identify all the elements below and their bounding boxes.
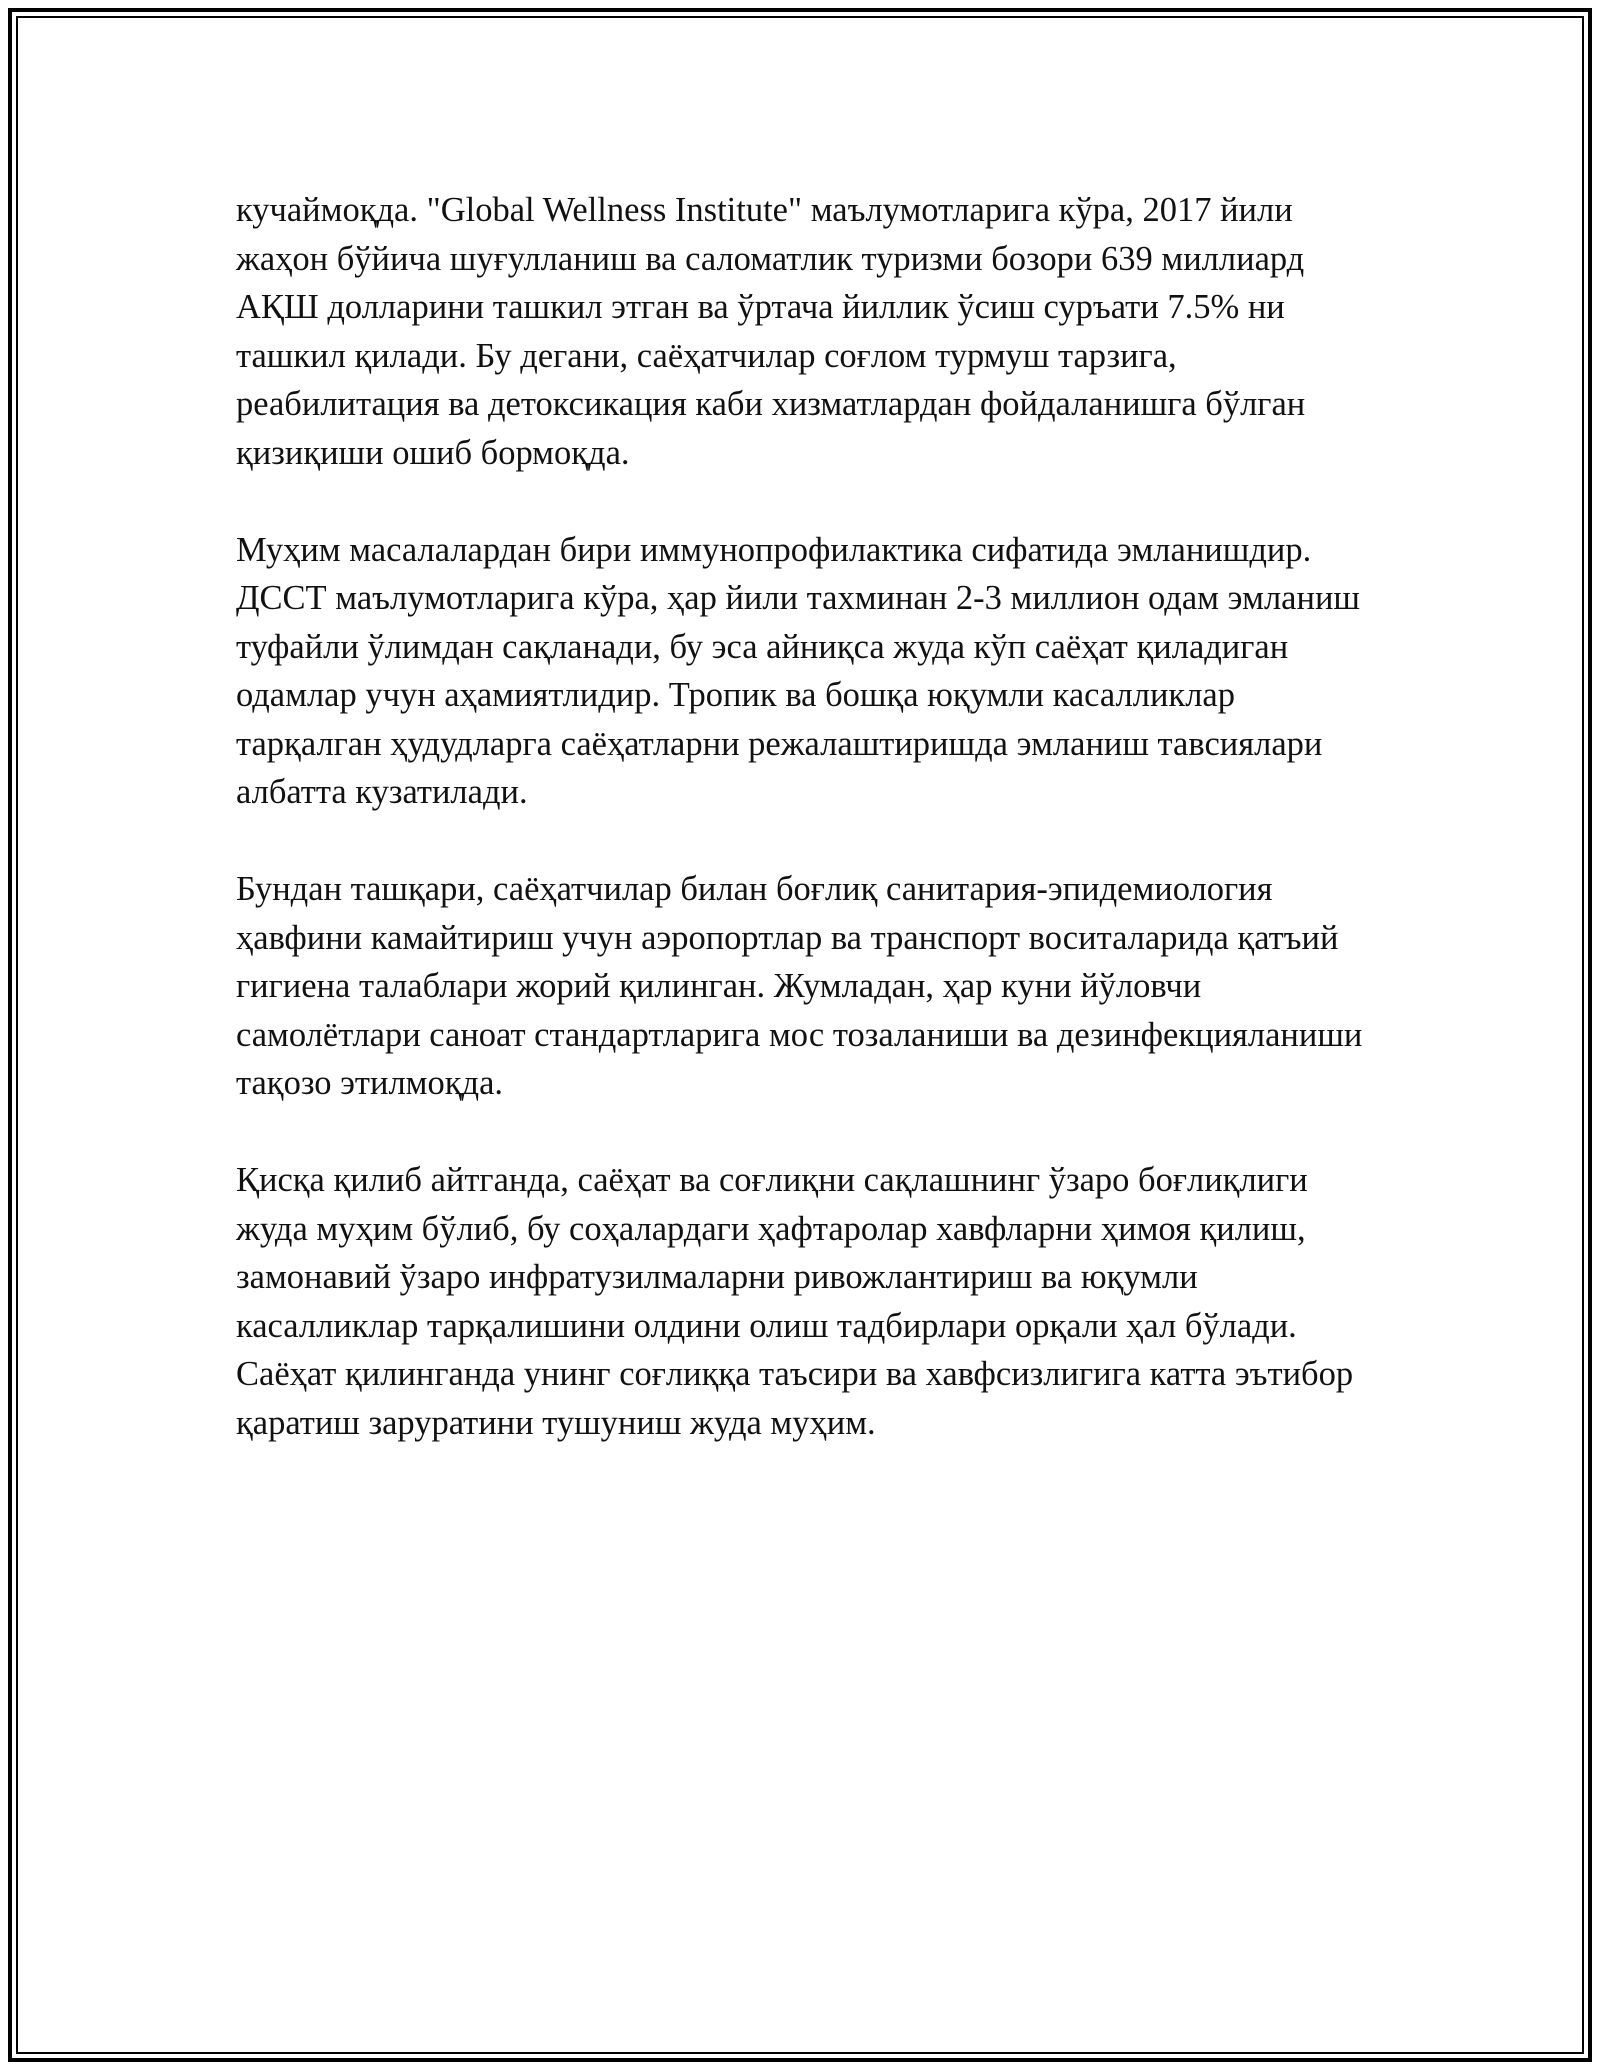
paragraph-4: Қисқа қилиб айтганда, саёҳат ва соғлиқни сақлашнинг ўзаро боғлиқлиги жуда муҳим бўлиб, бу соҳалардаги ҳафтаролар хавфларни ҳимоя қилиш, замонавий ўзаро инфратузилмаларни ривожлантириш ва юқумли касалликлар тарқалишини олдини олиш тадбирлари орқали ҳал бўлади. Саёҳат қилинганда унинг соғлиққа таъсири ва хавфсизлигига катта эътибор қаратиш заруратини тушуниш жуда муҳим. — [236, 1161, 1354, 1442]
paragraph-3: Бундан ташқари, саёҳатчилар билан боғлиқ санитария-эпидемиология ҳавфини камайтириш учун аэропортлар ва транспорт воситаларида қатъий гигиена талаблари жорий қилинган. Жумладан, ҳар куни йўловчи самолётлари саноат стандартларига мос тозаланиши ва дезинфекцияланиши тақозо этилмоқда. — [236, 870, 1363, 1102]
document-body — [236, 186, 1376, 1496]
paragraph-2: Муҳим масалалардан бири иммунопрофилактика сифатида эмланишдир. ДССТ маълумотларига кўра, ҳар йили тахминан 2-3 миллион одам эмланиш туфайли ўлимдан сақланади, бу эса айниқса жуда кўп саёҳат қиладиган одамлар учун аҳамиятлидир. Тропик ва бошқа юқумли касалликлар тарқалган ҳудудларга саёҳатларни режалаштиришда эмланиш тавсиялари албатта кузатилади. — [236, 530, 1360, 811]
paragraph-1: кучаймоқда. "Global Wellness Institute" маълумотларига кўра, 2017 йили жаҳон бўйича шуғулланиш ва саломатлик туризми бозори 639 миллиард АҚШ долларини ташкил этган ва ўртача йиллик ўсиш суръати 7.5% ни ташкил қилади. Бу дегани, саёҳатчилар соғлом турмуш тарзига, реабилитация ва детоксикация каби хизматлардан фойдаланишга бўлган қизиқиши ошиб бормоқда. — [236, 191, 1306, 472]
